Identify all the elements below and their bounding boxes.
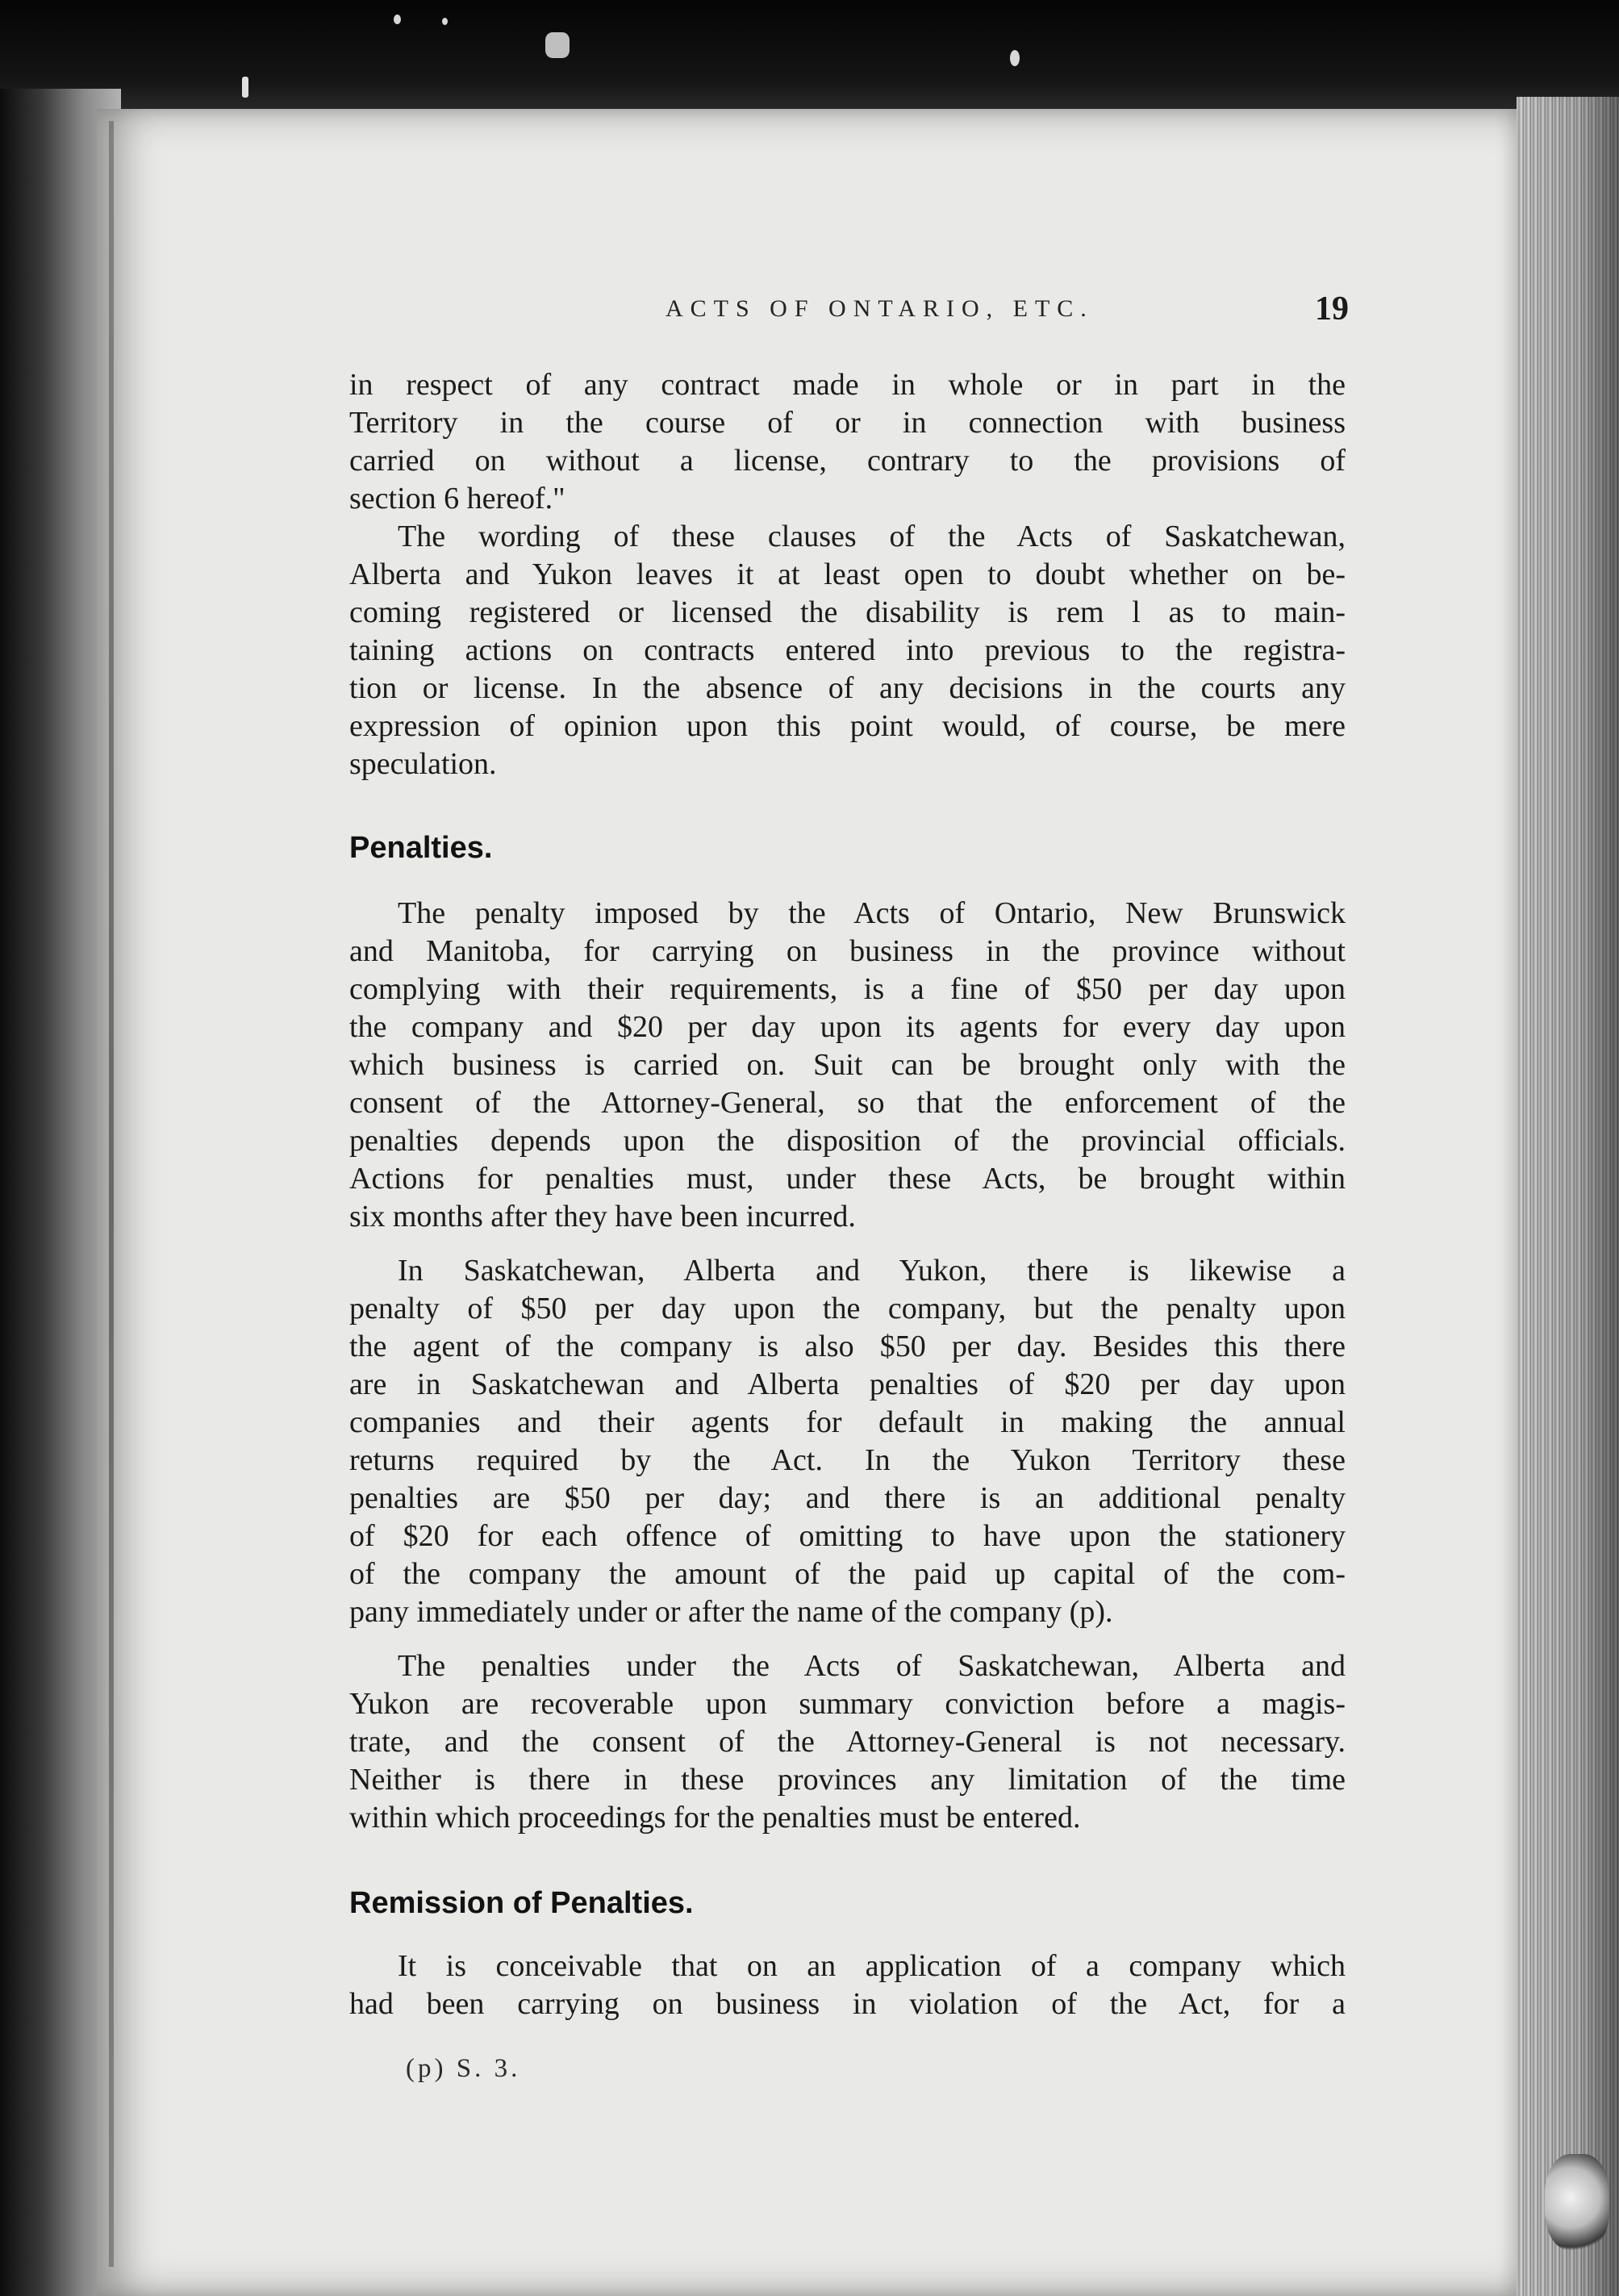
text-line: of $20 for each offence of omitting to have upon the stationery xyxy=(349,1519,1346,1553)
text-line: companies and their agents for default in making the annual xyxy=(349,1405,1346,1439)
text-line: Territory in the course of or in connection with business xyxy=(349,406,1346,440)
text-line: returns required by the Act. In the Yukon Territory these xyxy=(349,1443,1346,1477)
text-line: The penalty imposed by the Acts of Ontario, New Brunswick xyxy=(398,896,1346,930)
running-head: ACTS OF ONTARIO, ETC. xyxy=(666,295,1094,322)
text-line: six months after they have been incurred. xyxy=(349,1200,856,1234)
page-edge-shadow xyxy=(1517,97,1619,2296)
dust-speck xyxy=(545,32,570,58)
text-line: The penalties under the Acts of Saskatchewan, Alberta and xyxy=(398,1649,1346,1683)
text-line: In Saskatchewan, Alberta and Yukon, there is likewise a xyxy=(398,1254,1346,1288)
text-line: which business is carried on. Suit can be brought only with the xyxy=(349,1048,1346,1082)
text-line: speculation. xyxy=(349,747,497,781)
text-line: section 6 hereof." xyxy=(349,482,565,516)
text-line: The wording of these clauses of the Acts of Saskatchewan, xyxy=(398,520,1346,553)
text-line: Neither is there in these provinces any limitation of the time xyxy=(349,1763,1346,1797)
text-line: penalty of $50 per day upon the company, but the penalty upon xyxy=(349,1292,1346,1325)
text-line: coming registered or licensed the disability is rem l as to main- xyxy=(349,595,1346,629)
dust-speck xyxy=(242,77,248,98)
text-line: carried on without a license, contrary to the provisions of xyxy=(349,444,1346,478)
text-line: within which proceedings for the penalties must be entered. xyxy=(349,1801,1081,1835)
binding-gutter xyxy=(109,121,114,2267)
page-number: 19 xyxy=(1315,290,1349,328)
text-line: Actions for penalties must, under these Acts, be brought within xyxy=(349,1162,1346,1196)
text-line: tion or license. In the absence of any decisions in the courts any xyxy=(349,671,1346,705)
text-line: the company and $20 per day upon its agents for every day upon xyxy=(349,1010,1346,1044)
section-heading-penalties: Penalties. xyxy=(349,831,493,865)
footnote: (p) S. 3. xyxy=(406,2054,521,2083)
dust-speck xyxy=(394,15,401,24)
top-dark-band xyxy=(0,0,1619,113)
section-heading-remission: Remission of Penalties. xyxy=(349,1886,694,1920)
text-line: taining actions on contracts entered into previous to the registra- xyxy=(349,633,1346,667)
text-line: trate, and the consent of the Attorney-General is not necessary. xyxy=(349,1725,1346,1759)
text-line: expression of opinion upon this point would, of course, be mere xyxy=(349,709,1346,743)
text-line: consent of the Attorney-General, so that the enforcement of the xyxy=(349,1086,1346,1120)
text-line: It is conceivable that on an application of a company which xyxy=(398,1949,1346,1983)
text-line: the agent of the company is also $50 per day. Besides this there xyxy=(349,1330,1346,1363)
text-line: Yukon are recoverable upon summary conviction before a magis- xyxy=(349,1687,1346,1721)
text-line: are in Saskatchewan and Alberta penalties of $20 per day upon xyxy=(349,1367,1346,1401)
text-line: penalties are $50 per day; and there is an additional penalty xyxy=(349,1481,1346,1515)
text-line: complying with their requirements, is a fine of $50 per day upon xyxy=(349,972,1346,1006)
text-line: of the company the amount of the paid up capital of the com- xyxy=(349,1557,1346,1591)
text-line: had been carrying on business in violation of the Act, for a xyxy=(349,1987,1346,2021)
scanner-clip-mark xyxy=(1545,2154,1609,2251)
text-line: pany immediately under or after the name of the company (p). xyxy=(349,1595,1113,1629)
text-line: in respect of any contract made in whole or in part in the xyxy=(349,368,1346,402)
text-line: and Manitoba, for carrying on business in the province without xyxy=(349,934,1346,968)
dust-speck xyxy=(442,18,448,25)
dust-speck xyxy=(1010,50,1020,66)
text-line: Alberta and Yukon leaves it at least open to doubt whether on be- xyxy=(349,557,1346,591)
text-line: penalties depends upon the disposition of the provincial officials. xyxy=(349,1124,1346,1158)
